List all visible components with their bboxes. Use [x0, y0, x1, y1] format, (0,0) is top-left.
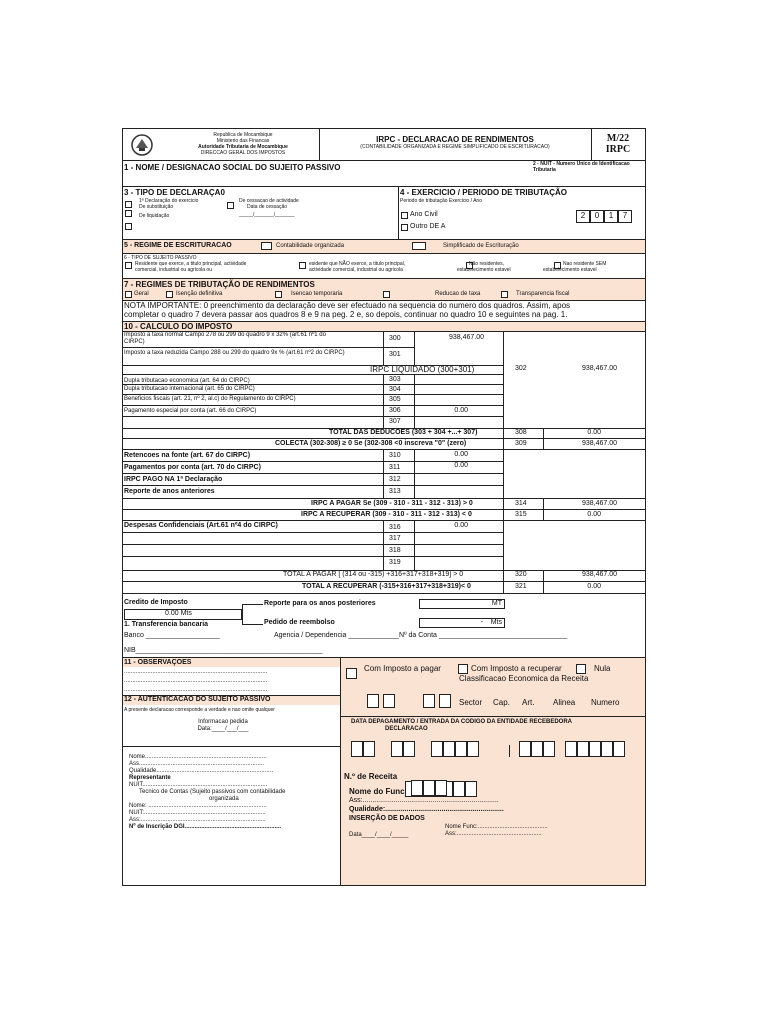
c320: 320 [515, 571, 527, 578]
c313: 313 [389, 488, 401, 495]
r305-label: Beneficios fiscais (art. 21, nº 2, al.c) do Regulamento do CIRPC) [124, 396, 296, 402]
date-box-4[interactable] [403, 741, 415, 757]
s4-title: 4 - EXERCICIO / PERIODO DE TRIBUTAÇÃO [400, 188, 567, 197]
s3-date-label: Data de cessação [247, 204, 288, 210]
entity-box-5[interactable] [577, 741, 589, 757]
s6-opt2a: esidente que NÃO exerce, a titulo principal, [309, 261, 406, 267]
r313-label: Reporte de anos anteriores [124, 488, 215, 495]
s11-line-3[interactable]: ...................................................................................... [124, 687, 268, 693]
s4-other-b: DE A [429, 223, 446, 230]
c319: 319 [389, 559, 401, 566]
pay-art: Art. [522, 698, 535, 707]
v311[interactable]: 0.00 [454, 462, 468, 469]
s3-opt2: De substituição [139, 204, 174, 210]
date-box-7[interactable] [455, 741, 467, 757]
c301: 301 [389, 351, 401, 358]
s6-title: 6 - TIPO DE SUJEITO PASSIVO [124, 255, 197, 261]
classif-box-3[interactable] [423, 694, 435, 708]
s7-opt5: Transparencia fiscal [516, 291, 570, 297]
bank-ass2[interactable]: Ass:................................................... [445, 831, 542, 837]
agency-field[interactable]: Agencia / Dependencia _____________Nº da Conta _________________________________ [274, 632, 568, 639]
r315-label: IRPC A RECUPERAR (309 - 310 - 311 - 312 - 313) < 0 [301, 511, 472, 518]
s5-check-1[interactable] [261, 242, 272, 250]
s7-title: 7 - REGIMES DE TRIBUTAÇÃO DE RENDIMENTOS [124, 280, 315, 289]
r314-label: IRPC A PAGAR Se (309 - 310 - 311 - 312 - 313) > 0 [311, 500, 473, 507]
s6-opt1b: comercial, industrial ou agricola ou [135, 267, 212, 273]
r300-label-b: CIRPC) [124, 339, 145, 345]
s7-check-4[interactable] [383, 291, 390, 298]
s12-info: Informacao pedida [198, 719, 248, 725]
receipt-label: N.º de Receita [344, 772, 398, 781]
c317: 317 [389, 535, 401, 542]
entity-box-2[interactable] [531, 741, 543, 757]
carry-unit[interactable]: MT [419, 599, 505, 609]
c304: 304 [389, 386, 401, 393]
c307: 307 [389, 418, 401, 425]
pay-opt3: Nula [594, 664, 611, 673]
r321-label: TOTAL A RECUPERAR (-315+316+317+318+319)< 0 [302, 583, 471, 590]
s3-check-1[interactable] [125, 201, 132, 208]
s7-check-3[interactable] [275, 291, 282, 298]
pay-opt1: Com Imposto a pagar [364, 664, 441, 673]
date-box-2[interactable] [363, 741, 375, 757]
s7-opt1: Geral [134, 291, 149, 297]
s3-check-3[interactable] [125, 223, 132, 230]
entity-box-1[interactable] [519, 741, 531, 757]
s6-opt4a: Nao residente SEM [563, 261, 607, 267]
header-ministry: Ministerio das Financas [216, 138, 270, 144]
s12-tec2: organizada [209, 796, 239, 802]
pay-numero: Numero [591, 698, 620, 707]
r303-label: Dupla tributacao economica (art. 64 do CIRPC) [124, 378, 250, 384]
r300-label-a: Imposto a taxa normal Campo 278 ou 299 do quadro 9 x 32% (art.61 nº1 do [124, 332, 326, 338]
classif-box-1[interactable] [367, 694, 379, 708]
s7-check-2[interactable] [166, 291, 173, 298]
v320[interactable]: 938,467.00 [581, 571, 617, 578]
s6-opt2b: actividade comercial, industrial ou agricola [309, 267, 403, 273]
s3-check-4[interactable] [227, 202, 234, 209]
s12-tec: Tecnico de Contas (Sujeito passivos com contabilidade [139, 789, 286, 795]
classif-box-4[interactable] [439, 694, 451, 708]
s11-line-1[interactable]: ...................................................................................... [124, 669, 268, 675]
r320-label: TOTAL A PAGAR [ (314 ou -315) +316+317+318+319] > 0 [283, 571, 464, 578]
v302[interactable]: 938,467.00 [581, 365, 617, 372]
s12-nome[interactable]: Nome......................................................................... [129, 754, 267, 760]
s6-opt3b: estabelecimento estavel [457, 267, 511, 273]
bank-insercao: INSERÇÃO DE DADOS [349, 815, 425, 822]
form-subtitle: (CONTABILIDADE ORGANIZADA E REGIME SIMPLIFICADO DE ESCRITURACAO) [360, 144, 550, 150]
s7-check-1[interactable] [125, 291, 132, 298]
irpc-form [122, 128, 646, 886]
v321[interactable]: 0.00 [587, 583, 601, 590]
pay-opt2: Com Imposto a recuperar [471, 664, 562, 673]
header-authority: Autoridade Tributaria de Mocambique [198, 144, 288, 150]
c308: 308 [515, 429, 527, 436]
header-republic: Republica de Mocambique [213, 132, 273, 138]
entity-box-8[interactable] [613, 741, 625, 757]
form-title: IRPC - DECLARACAO DE RENDIMENTOS [376, 135, 534, 144]
s3-date-value: _____/_______/_______ [239, 212, 295, 218]
func-box-2[interactable] [423, 780, 435, 796]
pay-check-3[interactable] [576, 664, 586, 674]
s12-nuit2[interactable]: NUIT:......................................................................... [129, 810, 266, 816]
pay-check-2[interactable] [458, 664, 468, 674]
c315: 315 [515, 511, 527, 518]
s5-check-2[interactable] [412, 242, 426, 250]
c310: 310 [389, 452, 401, 459]
c311: 311 [389, 464, 401, 471]
year-digit-4[interactable]: 7 [618, 210, 632, 223]
c318: 318 [389, 547, 401, 554]
s12-title: 12 - AUTENTICACAO DO SUJEITO PASSIVO [124, 696, 271, 703]
s12-nuit[interactable]: NUIT........................................................................... [129, 782, 268, 788]
s6-check-2[interactable] [299, 262, 306, 269]
s12-ass[interactable]: Ass........................................................................... [129, 761, 265, 767]
r308-label: TOTAL DAS DEDUCOES (303 + 304 +...+ 307) [329, 429, 478, 436]
r316-label: Despesas Confidenciais (Art.61 nº4 do CIRPC) [124, 522, 278, 529]
s4-period: Periodo de tributação Exercicio / Ano [400, 198, 482, 204]
pay-cap: Cap. [493, 698, 510, 707]
s4-other-a: Outro [410, 223, 428, 230]
c312: 312 [389, 476, 401, 483]
s5-opt1: Contabilidade organizada [276, 243, 345, 249]
r302-label: IRPC LIQUIDADO (300+301) [370, 365, 475, 374]
r312-label: IRPC PAGO NA 1ª Declaração [124, 476, 223, 483]
s11-title: 11 - OBSERVAÇOES [124, 659, 192, 666]
refund-unit: Mts [490, 619, 502, 626]
nib-field[interactable]: NIB________________________________________________ [124, 647, 323, 654]
c303: 303 [389, 376, 401, 383]
s2-title: 2 - NUIT - Numero Unico de Identificacao Tributaria [533, 161, 630, 173]
refund-label: Pedido de reembolso [264, 619, 335, 626]
s6-opt3a: Não residentes, [469, 261, 505, 267]
year-digit-1[interactable]: 2 [576, 210, 590, 223]
s7-opt4: Reducao de taxa [435, 291, 481, 297]
c316: 316 [389, 524, 401, 531]
entity-box-3[interactable] [543, 741, 555, 757]
entity-box-7[interactable] [601, 741, 613, 757]
classif-box-2[interactable] [383, 694, 395, 708]
s7-check-5[interactable] [501, 291, 508, 298]
year-digit-2[interactable]: 0 [590, 210, 604, 223]
entity-box-4[interactable] [565, 741, 577, 757]
pay-sector: Sector [459, 698, 483, 707]
s12-ass2[interactable]: Ass:........................................................................... [129, 817, 266, 823]
bank-qualidade[interactable]: Qualidade:............................................................. [349, 806, 504, 813]
c314: 314 [515, 500, 527, 507]
c305: 305 [389, 396, 401, 403]
year-digit-3[interactable]: 1 [604, 210, 618, 223]
bank-ass[interactable]: Ass:...................................................................... [349, 797, 499, 804]
s10-title: 10 - CALCULO DO IMPOSTO [124, 322, 233, 331]
date-box-6[interactable] [443, 741, 455, 757]
form-model: M/22 [606, 133, 630, 144]
s5-opt2: Simplificado de Escrituração [443, 243, 519, 249]
r310-label: Retencoes na fonte (art. 67 do CIRPC) [124, 452, 251, 459]
s7-opt3: Isencao temporaria [291, 291, 343, 297]
bank-field[interactable]: Banco ___________________ [124, 632, 220, 639]
note-line-2: completar o quadro 7 devera passar aos quadros 8 e 9 na peg. 2 e, so depois, continuar no quadro 10 e seguintes na pag. 1. [124, 310, 568, 319]
credit-value[interactable]: 0.00 Mts [124, 609, 242, 620]
s3-check-2[interactable] [125, 210, 132, 217]
note-line-1: NOTA IMPORTANTE: 0 preenchimento da declaração deve ser efectuado na sequencia do numero dos quadros. Assim, apos [124, 301, 571, 310]
func-box-3[interactable] [435, 780, 447, 796]
v308[interactable]: 0.00 [587, 429, 601, 436]
s11-line-2[interactable]: ...................................................................................... [124, 678, 268, 684]
v306[interactable]: 0.00 [454, 407, 468, 414]
refund-value: - [480, 619, 483, 626]
s6-check-1[interactable] [125, 262, 132, 269]
entity-box-6[interactable] [589, 741, 601, 757]
emblem-icon [129, 133, 155, 157]
s7-opt2: Isenção definitiva [176, 291, 223, 297]
transfer-label: 1. Transferencia bancaria [124, 621, 209, 628]
date-box-3[interactable] [391, 741, 403, 757]
s3-opt1: 1ª Declaração do exercicio [139, 198, 199, 204]
s3-opt4: De cessacao de actividade [239, 198, 299, 204]
carry-label: Reporte para os anos posteriores [264, 600, 376, 607]
s12-insc[interactable]: Nº de Inscrição DGI.......................................................... [129, 824, 282, 830]
v314[interactable]: 938,467.00 [581, 500, 617, 507]
s3-opt3: De liquidação [139, 213, 170, 219]
r311-label: Pagamentos por conta (art. 70 do CIRPC) [124, 464, 261, 471]
s4-other-check[interactable] [401, 224, 408, 231]
r306-label: Pagamento especial por conta (art. 66 do CIRPC) [124, 408, 257, 414]
pay-alinea: Alinea [553, 698, 576, 707]
s3-title: 3 - TIPO DE DECLARAÇA0 [124, 188, 225, 197]
date-box-1[interactable] [351, 741, 363, 757]
header-direction: DIRECCAO GERAL DOS IMPOSTOS [200, 150, 286, 156]
v316[interactable]: 0.00 [454, 522, 468, 529]
s4-civil-check[interactable] [401, 212, 408, 219]
s6-opt1a: Residente que exerce, a titulo principal, actividade [135, 261, 247, 267]
nome-func-label: Nome do Func [349, 787, 405, 796]
r309-label: COLECTA (302-308) ≥ 0 Se (302-308 <0 inscreva "0" (zero) [275, 440, 467, 447]
v300[interactable]: 938,467.00 [448, 334, 484, 341]
s12-qualidade[interactable]: Qualidade...................................................................... [129, 768, 274, 774]
s12-nome2[interactable]: Nome: ....................................................................... [129, 803, 267, 809]
s12-text: A presente declaracao corresponde a verdade e nao omite qualquer [124, 707, 275, 713]
v310[interactable]: 0.00 [454, 451, 468, 458]
r304-label: Dupla tributacao internacional (art. 65 do CIRPC) [124, 386, 255, 392]
refund-field[interactable] [419, 618, 505, 628]
c321: 321 [515, 583, 527, 590]
s5-title: 5 - REGIME DE ESCRITURACAO [124, 242, 232, 249]
form-tax: IRPC [605, 144, 631, 155]
receipt-box-5[interactable] [453, 781, 465, 797]
bank-title: DATA DEPAGAMENTO / ENTRADA DA CODIGO DA ENTIDADE RECEBEDORA [351, 719, 573, 725]
func-box-1[interactable] [411, 780, 423, 796]
c309: 309 [515, 440, 527, 447]
s12-rep: Representante [129, 775, 171, 781]
bank-title2: DECLARACAO [385, 726, 428, 732]
date-box-8[interactable] [467, 741, 479, 757]
v315[interactable]: 0.00 [587, 511, 601, 518]
date-box-5[interactable] [431, 741, 443, 757]
s6-opt4b: estabelecimento estavel [543, 267, 597, 273]
c302: 302 [515, 365, 527, 372]
pay-classif: Classificacao Economica da Receita [459, 674, 589, 683]
pay-check-1[interactable] [346, 668, 357, 679]
s1-title: 1 - NOME / DESIGNACAO SOCIAL DO SUJEITO PASSIVO [124, 163, 341, 172]
v309[interactable]: 938,467.00 [581, 440, 617, 447]
receipt-box-6[interactable] [465, 781, 477, 797]
bank-data[interactable]: Data____/____/_____ [349, 832, 409, 838]
s12-date[interactable]: Data:____/___/___ [197, 726, 249, 732]
c306: 306 [389, 407, 401, 414]
s4-civil: Ano Civil [410, 211, 438, 218]
r301-label: Imposto a taxa reduzida Campo 288 ou 299 do quadro 9x % (art.61 nº2 do CIRPC) [124, 350, 345, 356]
bank-nome-func2[interactable]: Nome Func:.......................................... [445, 824, 548, 830]
credit-label: Credito de Imposto [124, 599, 188, 606]
c300: 300 [389, 335, 401, 342]
